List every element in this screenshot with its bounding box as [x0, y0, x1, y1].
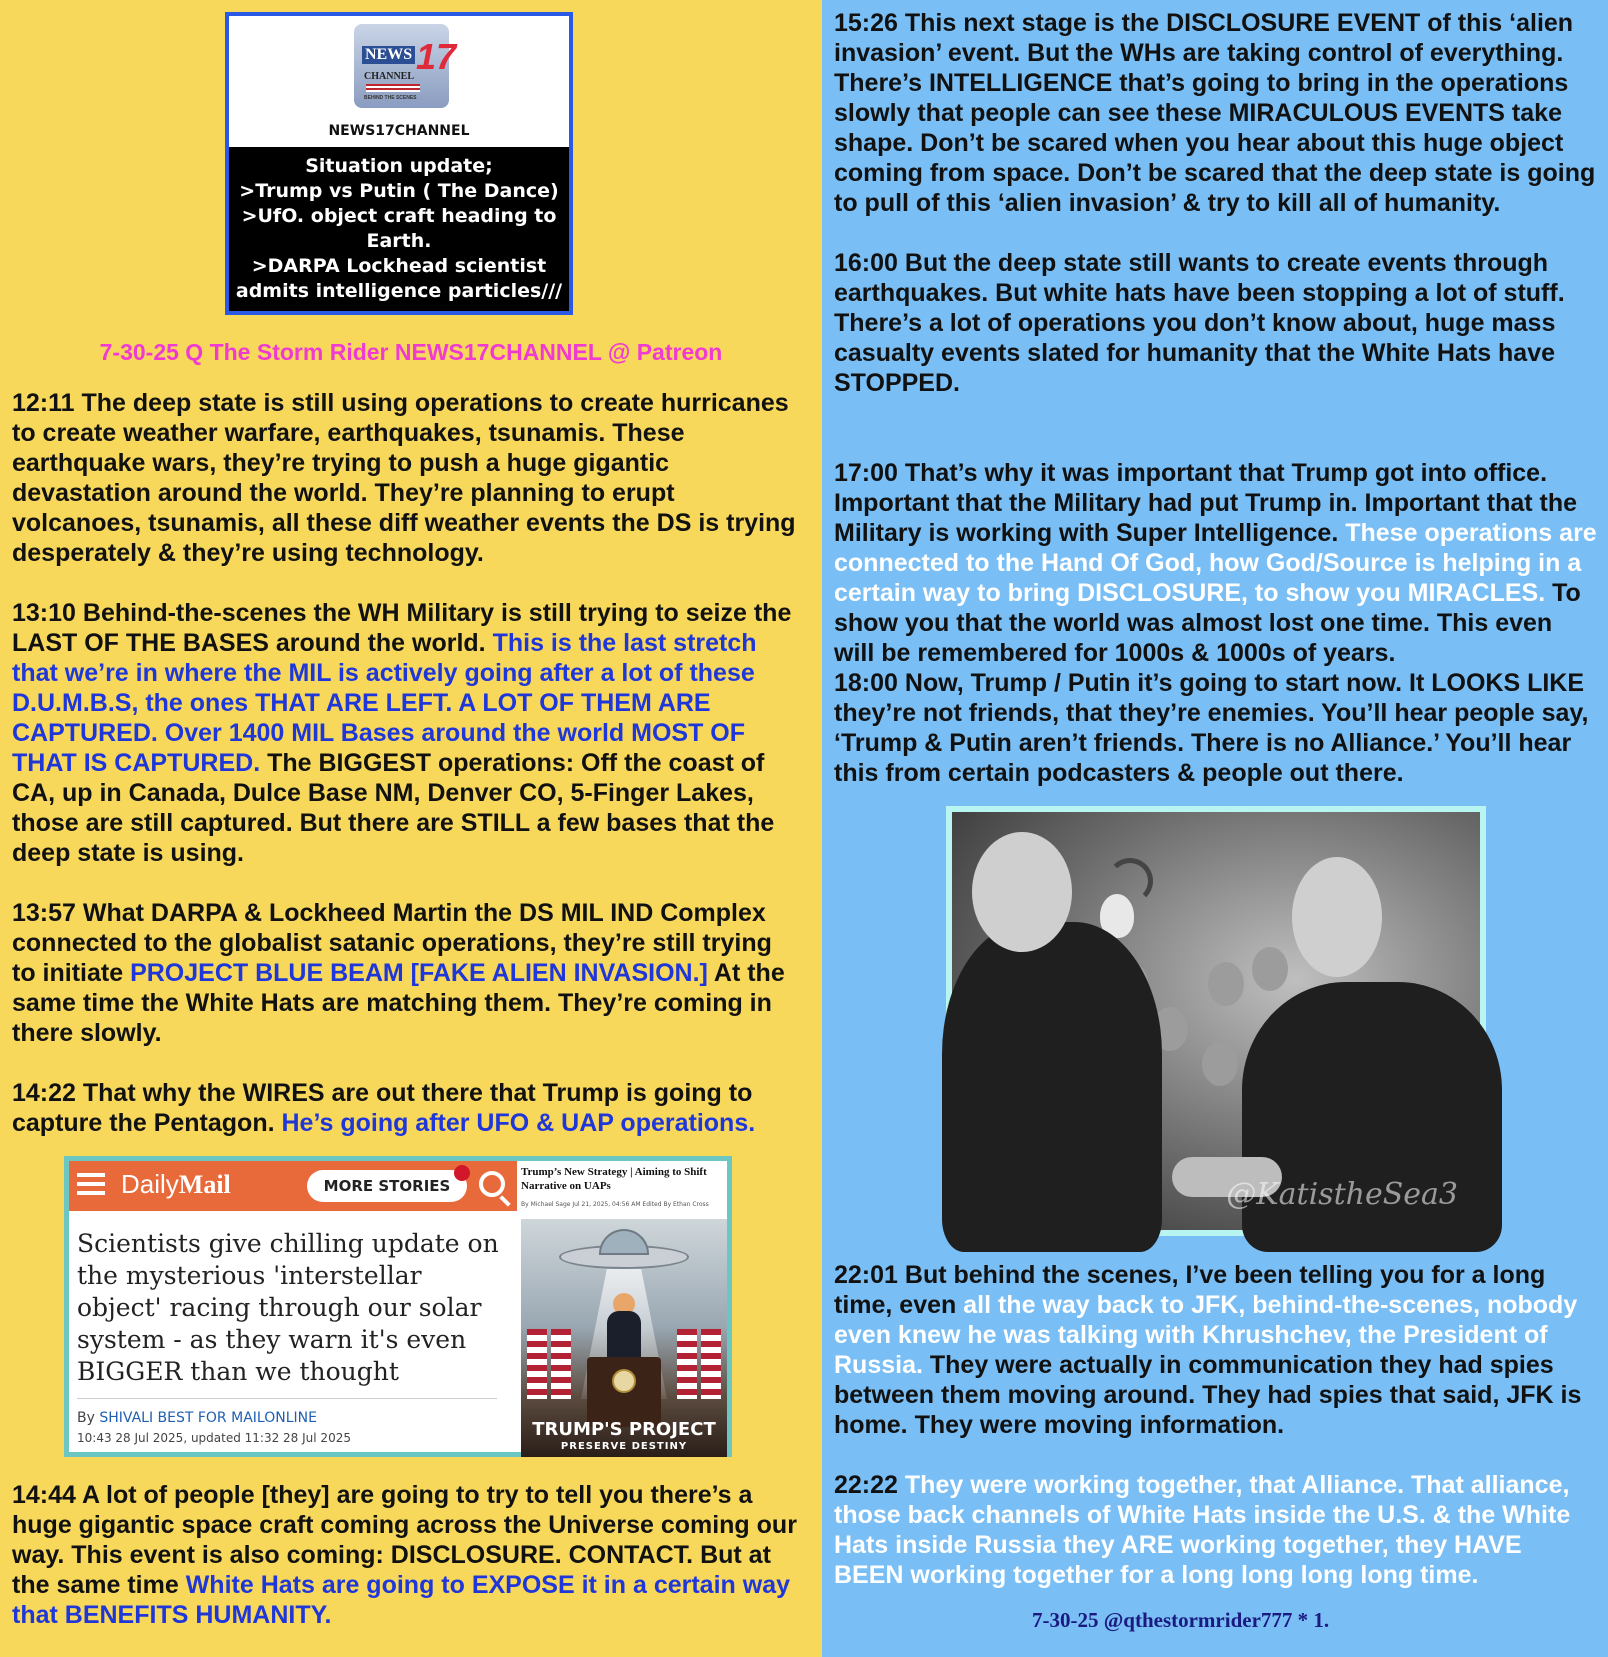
- paragraph-1422: [12, 1078, 802, 1138]
- paragraph-text: The BIGGEST operations: Off the coast of CA, up in Canada, Dulce Base NM, Denver CO, 5-Finger Lakes, those are still captured. But there are STILL a few bases that the deep state is using.: [12, 749, 775, 867]
- man-left: [942, 922, 1162, 1252]
- background-face: [1202, 1042, 1238, 1086]
- news-line: admits intelligence particles///: [235, 280, 563, 302]
- flag-icon: [701, 1329, 721, 1399]
- dailymail-logo[interactable]: [121, 1169, 231, 1200]
- logo-news-text: NEWS: [362, 46, 415, 64]
- byline-prefix: By: [77, 1410, 100, 1426]
- paragraph-text: 15:26 This next stage is the DISCLOSURE EVENT of this ‘alien invasion’ event. But the WHs are taking control of everything. There’s INTELLIGENCE that’s going to bring in the operations slowly that people can see these MIRACULOUS EVENTS take shape. Don’t be scared when you hear about this huge object coming from space. Don’t be scared that the deep state is going to pull of this ‘alien invasion’ & try to kill all of humanity.: [834, 9, 1596, 217]
- paragraph-text: 22:22: [834, 1471, 898, 1499]
- article-byline: [77, 1410, 317, 1426]
- ufo-dome: [599, 1229, 649, 1255]
- paragraph-highlight: This is the last stretch that we’re in where the MIL is actively going after a lot of these D.U.M.B.S, the ones THAT ARE LEFT. A LOT OF THEM ARE CAPTURED. Over 1400 MIL Bases around the world MOST OF THAT IS CAPTURED.: [12, 629, 757, 777]
- paragraph-1600: [834, 248, 1598, 398]
- more-stories-button[interactable]: MORE STORIES: [307, 1170, 467, 1202]
- notification-dot-icon: [454, 1165, 470, 1181]
- paragraph-highlight: He’s going after UFO & UAP operations.: [281, 1109, 756, 1137]
- logo-subtitle: BEHIND THE SCENES: [364, 95, 417, 101]
- paragraph-1357: [12, 898, 802, 1048]
- background-face: [1208, 962, 1244, 1006]
- paragraph-highlight: These operations are connected to the Hand Of God, how God/Source is helping in a certain way to bring DISCLOSURE, to show you MIRACLES.: [834, 519, 1597, 607]
- logo-channel-text: CHANNEL: [364, 71, 415, 82]
- photo-watermark: @KatistheSea3: [1226, 1177, 1458, 1212]
- news-line: Situation update;: [305, 155, 493, 177]
- ufo-trump-image: [521, 1219, 727, 1457]
- news17-card-body: [229, 147, 569, 304]
- news-line: Earth.: [366, 230, 432, 252]
- background-face: [1252, 947, 1288, 991]
- article-date: 10:43 28 Jul 2025, updated 11:32 28 Jul 2025: [77, 1431, 351, 1445]
- channel-name: NEWS17CHANNEL: [328, 123, 470, 139]
- logo-part-mail: Mail: [178, 1170, 231, 1199]
- news-line: >Trump vs Putin ( The Dance): [239, 180, 559, 202]
- paragraph-1700: [834, 458, 1598, 668]
- paragraph-text: 14:44 A lot of people [they] are going to try to tell you there’s a huge gigantic space craft coming across the Universe coming our way. This event is also coming: DISCLOSURE. CONTACT. But at the same time: [12, 1481, 797, 1599]
- article-author[interactable]: SHIVALI BEST FOR MAILONLINE: [99, 1410, 317, 1426]
- flag-icon: [366, 84, 420, 92]
- paragraph-text: 13:10 Behind-the-scenes the WH Military is still trying to seize the LAST OF THE BASES around the world.: [12, 599, 792, 657]
- paragraph-text: 17:00 That’s why it was important that Trump got into office. Important that the Military had put Trump in. Important that the Military is working with Super Intelligence.: [834, 459, 1578, 547]
- news-line: >UfO. object craft heading to: [241, 205, 557, 227]
- image-caption: TRUMP'S PROJECT: [532, 1419, 716, 1440]
- paragraph-highlight: White Hats are going to EXPOSE it in a certain way that BENEFITS HUMANITY.: [12, 1571, 790, 1629]
- paragraph-1800: [834, 668, 1598, 788]
- logo-part-daily: Daily: [121, 1169, 179, 1199]
- paragraph-1444: [12, 1480, 802, 1630]
- footer-signature: 7-30-25 @qthestormrider777 * 1.: [1032, 1608, 1330, 1632]
- dailymail-header-bar: [69, 1161, 517, 1211]
- dailymail-article-card: [64, 1156, 732, 1457]
- paragraph-text: At the same time the White Hats are matching them. They’re coming in there slowly.: [12, 959, 785, 1047]
- paragraph-2201: [834, 1260, 1598, 1440]
- paragraph-text: To show you that the world was almost lost one time. This even will be remembered for 1000s & 1000s of years.: [834, 579, 1581, 667]
- paragraph-text: 22:01 But behind the scenes, I’ve been telling you for a long time, even: [834, 1261, 1546, 1319]
- speaker-figure: [607, 1311, 641, 1359]
- paragraph-text: 13:57 What DARPA & Lockheed Martin the DS MIL IND Complex connected to the globalist satanic operations, they’re still trying to initiate: [12, 899, 772, 987]
- side-article-headline[interactable]: Trump’s New Strategy | Aiming to Shift Narrative on UAPs: [521, 1166, 707, 1192]
- menu-icon[interactable]: [77, 1173, 105, 1199]
- logo-number: 17: [416, 36, 457, 77]
- search-icon[interactable]: [479, 1171, 505, 1197]
- paragraph-1526: [834, 8, 1598, 218]
- caption: 7-30-25 Q The Storm Rider NEWS17CHANNEL @ Patreon: [99, 339, 723, 365]
- paragraph-text: 14:22 That why the WIRES are out there that Trump is going to capture the Pentagon.: [12, 1079, 753, 1137]
- face-left: [972, 832, 1072, 952]
- presidential-seal-icon: [612, 1369, 636, 1393]
- paragraph-highlight: all the way back to JFK, behind-the-scenes, nobody even knew he was talking with Khrushchev, the President of Russia.: [834, 1291, 1578, 1379]
- news17-card-header: [229, 16, 569, 147]
- paragraph-text: 12:11 The deep state is still using operations to create hurricanes to create weather warfare, earthquakes, tsunamis. These earthquake wars, they’re trying to push a huge gigantic devastation around the world. They’re planning to erupt volcanoes, tsunamis, all these diff weather events the DS is trying desperately & they’re using technology.: [12, 389, 796, 567]
- news17-logo: [354, 24, 457, 108]
- paragraph-text: 16:00 But the deep state still wants to create events through earthquakes. But white hats have been stopping a lot of stuff. There’s a lot of operations you don’t know about, huge mass casualty events slated for humanity that the White Hats have STOPPED.: [834, 249, 1565, 397]
- news-line: >DARPA Lockhead scientist: [251, 255, 547, 277]
- flag-icon: [551, 1329, 571, 1399]
- paragraph-1211: [12, 388, 802, 568]
- paragraph-text: 18:00 Now, Trump / Putin it’s going to start now. It LOOKS LIKE they’re not friends, that they’re enemies. You’ll hear people say, ‘Trump & Putin aren’t friends. There is no Alliance.’ You’ll hear this from certain podcasters & people out there.: [834, 669, 1589, 787]
- face-right: [1292, 857, 1382, 977]
- paragraph-1310: [12, 598, 802, 868]
- news17-card: [225, 12, 573, 315]
- paragraph-highlight: They were working together, that Alliance. That alliance, those back channels of White Hats inside the U.S. & the White Hats inside Russia they ARE working together, they HAVE BEEN working together for a long long long long time.: [834, 1471, 1571, 1589]
- image-caption-sub: PRESERVE DESTINY: [560, 1441, 688, 1452]
- paragraph-text: They were actually in communication they had spies between them moving around. They had spies that said, JFK is home. They were moving information.: [834, 1351, 1582, 1439]
- paragraph-highlight: PROJECT BLUE BEAM [FAKE ALIEN INVASION.]: [130, 959, 708, 987]
- handshake-photo: [946, 806, 1486, 1236]
- side-article-meta: By Michael Sage Jul 21, 2025, 04:56 AM Edited By Ethan Cross: [521, 1201, 709, 1208]
- divider: [77, 1398, 497, 1399]
- paragraph-2222: [834, 1470, 1598, 1590]
- article-headline[interactable]: Scientists give chilling update on the mysterious 'interstellar object' racing through our solar system - as they warn it's even BIGGER than we thought: [77, 1229, 499, 1386]
- flag-icon: [677, 1329, 697, 1399]
- flag-icon: [527, 1329, 547, 1399]
